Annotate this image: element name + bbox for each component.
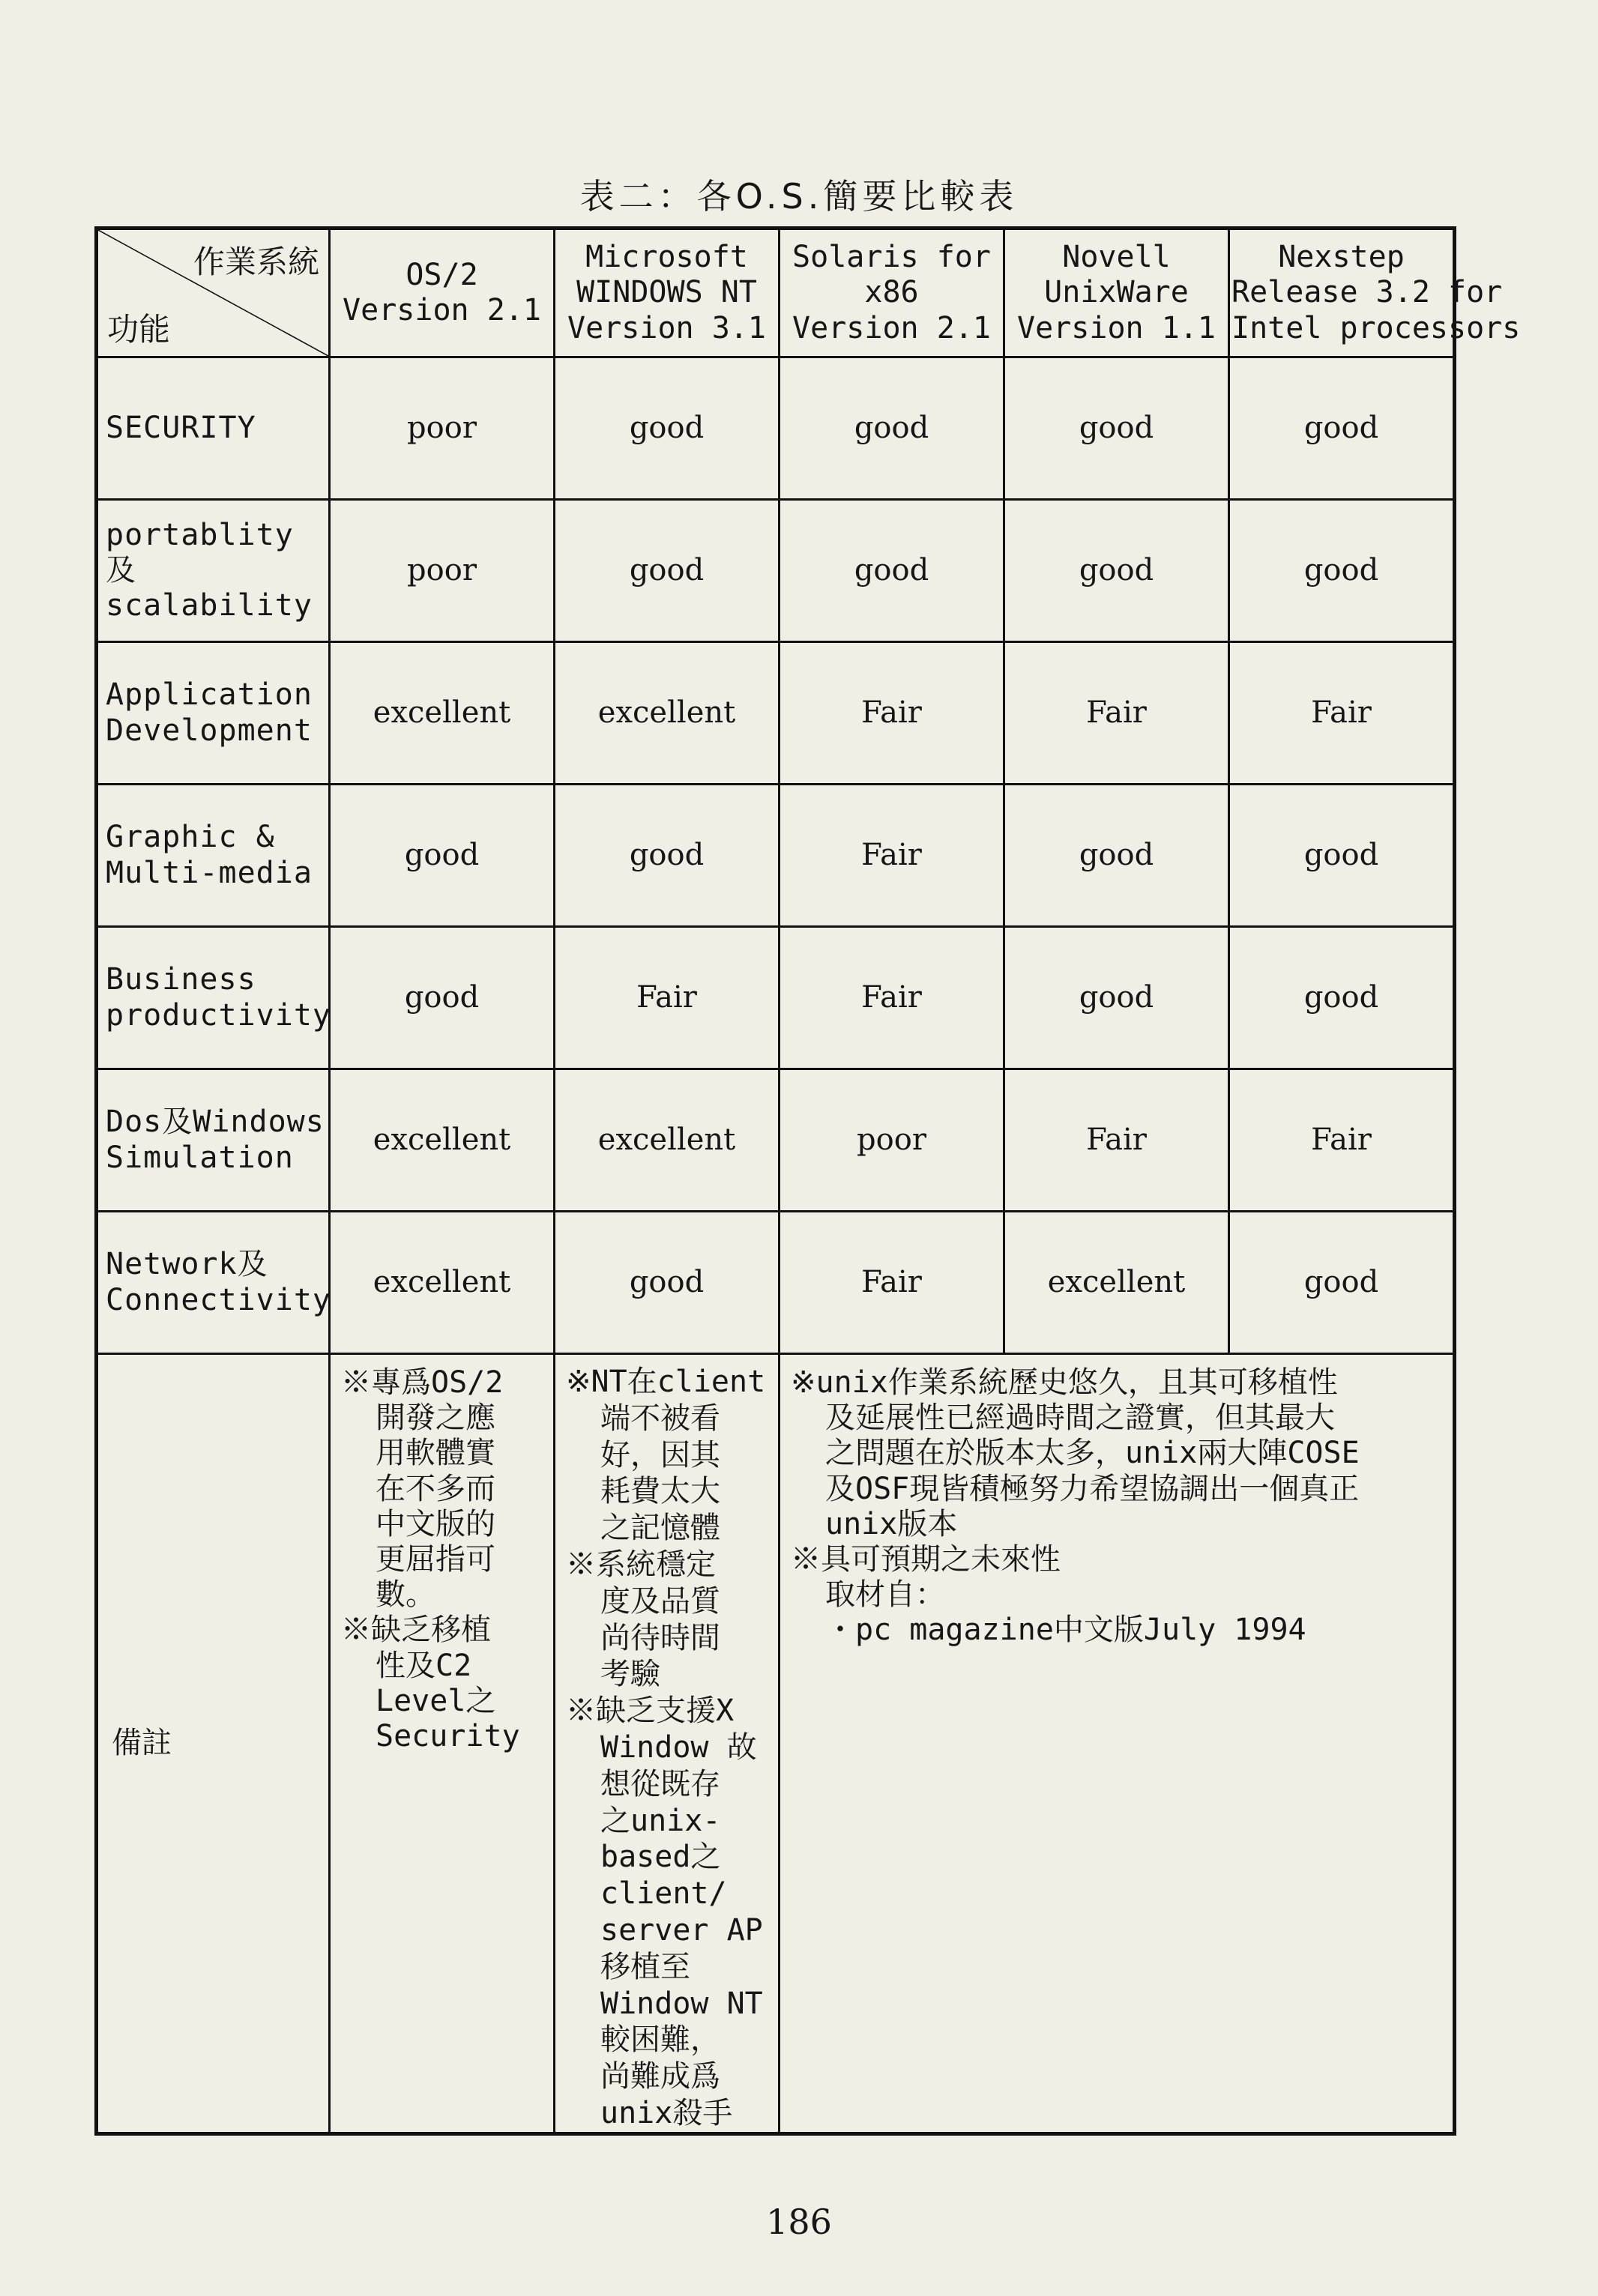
feature-line: scalability [106, 588, 313, 623]
note-line: Level之 [376, 1683, 496, 1718]
column-header-unixware [1004, 229, 1229, 357]
rating-cell: good [1229, 357, 1455, 500]
note-line: unix版本 [825, 1506, 958, 1541]
note-line: server AP [600, 1912, 763, 1948]
rating-cell: Fair [1004, 642, 1229, 785]
feature-cell [97, 357, 330, 500]
note-line: ※缺乏支援X [566, 1694, 735, 1729]
note-line: 好，因其 [600, 1437, 720, 1472]
table-row [97, 785, 1455, 927]
page-number: 186 [766, 2202, 832, 2242]
table-row [97, 357, 1455, 500]
column-header-solaris [780, 229, 1004, 357]
rating-cell: good [330, 785, 555, 927]
remarks-row [97, 1354, 1455, 2134]
note-line: unix殺手 [600, 2095, 733, 2130]
note-line: 端不被看 [600, 1401, 720, 1436]
table-row [97, 500, 1455, 642]
feature-line: 及 [106, 552, 136, 587]
header-line: x86 [864, 275, 919, 310]
corner-os-label: 作業系統 [193, 244, 319, 280]
feature-line: Simulation [106, 1140, 294, 1175]
table-row [97, 642, 1455, 785]
feature-line: Dos及Windows [106, 1105, 325, 1140]
table-title: 表二：各O.S.簡要比較表 [579, 176, 1019, 217]
rating-cell: Fair [1004, 1069, 1229, 1212]
note-line: 之問題在於版本太多，unix兩大陣COSE [825, 1436, 1360, 1471]
rating-cell: poor [330, 500, 555, 642]
note-line: ※缺乏移植 [341, 1613, 491, 1648]
note-line: 用軟體實 [376, 1436, 495, 1471]
feature-cell [97, 1069, 330, 1212]
header-line: OS/2 [405, 257, 478, 292]
rating-cell: excellent [330, 1069, 555, 1212]
rating-cell: good [780, 500, 1004, 642]
note-line: 較困難， [600, 2022, 720, 2058]
rating-cell: Fair [780, 1212, 1004, 1354]
rating-cell: Fair [555, 927, 780, 1069]
note-line: ※具可預期之未來性 [791, 1541, 1061, 1577]
rating-cell: excellent [1004, 1212, 1229, 1354]
rating-cell: poor [780, 1069, 1004, 1212]
header-line: Nexstep [1278, 240, 1405, 275]
feature-line: SECURITY [106, 410, 256, 445]
os-comparison-table [94, 226, 1521, 2136]
source-citation: ・pc magazine中文版July 1994 [825, 1613, 1306, 1648]
rating-cell: good [1229, 500, 1455, 642]
note-line: 尚難成爲 [600, 2059, 720, 2094]
feature-line: Application [106, 677, 313, 713]
rating-cell: good [780, 357, 1004, 500]
feature-line: productivity [106, 997, 331, 1033]
note-line: 移植至 [600, 1949, 690, 1984]
feature-cell [97, 500, 330, 642]
rating-cell: Fair [780, 642, 1004, 785]
rating-cell: excellent [555, 1069, 780, 1212]
feature-line: Business [106, 962, 256, 997]
header-line: Version 3.1 [567, 310, 766, 345]
remark-os2 [330, 1354, 555, 2134]
rating-cell: excellent [330, 642, 555, 785]
note-line: 更屈指可 [376, 1541, 495, 1577]
note-line: 數。 [376, 1577, 435, 1613]
note-line: ※系統穩定 [566, 1547, 716, 1582]
feature-cell [97, 785, 330, 927]
rating-cell: poor [330, 357, 555, 500]
rating-cell: good [555, 357, 780, 500]
note-line: 在不多而 [376, 1471, 495, 1506]
rating-cell: good [1004, 357, 1229, 500]
remark-unix-systems [780, 1354, 1455, 2134]
header-line: Solaris for [792, 240, 991, 275]
rating-cell: excellent [330, 1212, 555, 1354]
header-line: WINDOWS NT [576, 275, 757, 310]
rating-cell: Fair [780, 927, 1004, 1069]
rating-cell: good [555, 785, 780, 927]
note-line: ※NT在client [566, 1365, 766, 1399]
feature-cell [97, 927, 330, 1069]
rating-cell: good [1229, 1212, 1455, 1354]
corner-feature-label: 功能 [107, 311, 171, 348]
column-header-nexstep [1229, 229, 1521, 357]
feature-line: portablity [106, 517, 294, 552]
rating-cell: Fair [1229, 642, 1455, 785]
header-line: Release 3.2 for [1231, 275, 1503, 310]
header-line: Novell [1062, 240, 1171, 275]
note-line: 取材自： [825, 1577, 945, 1613]
header-line: Version 2.1 [792, 310, 991, 345]
note-line: 中文版的 [376, 1506, 495, 1541]
remarks-label: 備註 [97, 1354, 330, 2134]
header-line: UnixWare [1044, 275, 1189, 310]
header-line: Version 2.1 [343, 293, 541, 327]
note-line: 想從既存 [600, 1766, 720, 1801]
rating-cell: good [1004, 927, 1229, 1069]
note-line: 度及品質 [600, 1583, 720, 1619]
note-line: ※專爲OS/2 [341, 1365, 504, 1400]
rating-cell: good [1004, 785, 1229, 927]
note-line: Window 故 [600, 1729, 757, 1765]
feature-cell [97, 642, 330, 785]
note-line: 性及C2 [376, 1648, 472, 1683]
rating-cell: good [1004, 500, 1229, 642]
table-row [97, 927, 1455, 1069]
header-line: Version 1.1 [1017, 310, 1216, 345]
feature-line: Multi-media [106, 855, 313, 890]
table-row [97, 1069, 1455, 1212]
header-line: Intel processors [1231, 310, 1521, 345]
feature-cell [97, 1212, 330, 1354]
rating-cell: good [1229, 785, 1455, 927]
note-line: 尚待時間 [600, 1620, 720, 1655]
note-line: ※unix作業系統歷史悠久，且其可移植性 [791, 1365, 1338, 1400]
corner-cell [97, 229, 330, 357]
note-line: 及OSF現皆積極努力希望協調出一個真正 [825, 1471, 1360, 1506]
remark-windows-nt [555, 1354, 780, 2134]
rating-cell: good [555, 1212, 780, 1354]
feature-line: Network及 [106, 1247, 268, 1282]
note-line: Security [376, 1718, 520, 1753]
rating-cell: Fair [1229, 1069, 1455, 1212]
note-line: 之記憶體 [600, 1511, 720, 1546]
rating-cell: excellent [555, 642, 780, 785]
header-row [97, 229, 1455, 357]
feature-line: Graphic & [106, 820, 275, 855]
column-header-os2 [330, 229, 555, 357]
rating-cell: good [1229, 927, 1455, 1069]
note-line: 考驗 [600, 1657, 660, 1692]
note-line: 及延展性已經過時間之證實，但其最大 [825, 1401, 1335, 1436]
feature-line: Connectivity [106, 1282, 331, 1317]
note-line: 開發之應 [376, 1401, 495, 1436]
note-line: client/ [600, 1876, 727, 1912]
note-line: 之unix- [600, 1803, 721, 1838]
note-line: 耗費太大 [600, 1474, 720, 1509]
rating-cell: Fair [780, 785, 1004, 927]
table-row [97, 1212, 1455, 1354]
column-header-windows-nt [555, 229, 780, 357]
header-line: Microsoft [585, 240, 748, 275]
feature-line: Development [106, 713, 313, 748]
rating-cell: good [330, 927, 555, 1069]
note-line: based之 [600, 1840, 721, 1875]
note-line: Window NT [600, 1986, 763, 2021]
rating-cell: good [555, 500, 780, 642]
